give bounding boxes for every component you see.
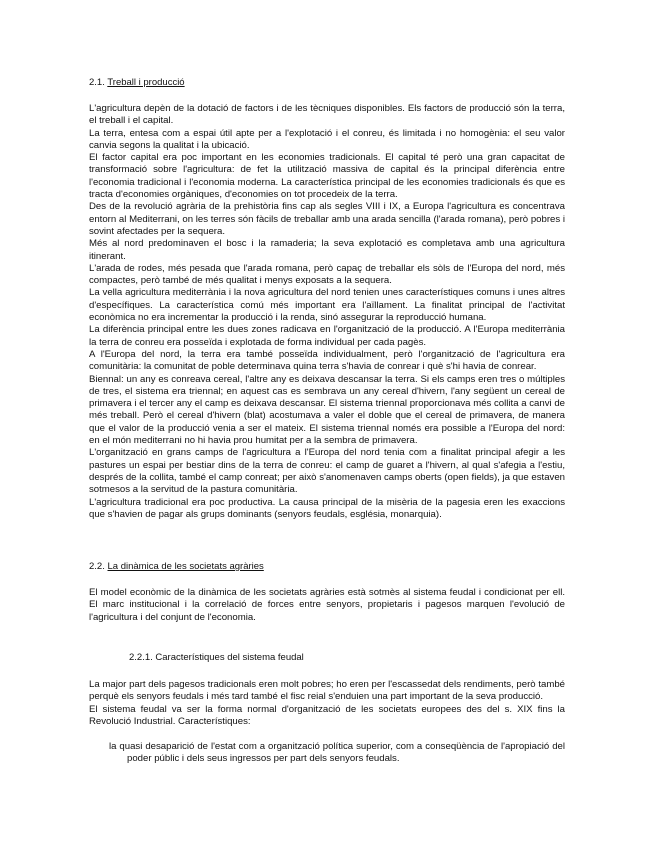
paragraph: Biennal: un any es conreava cereal, l'altre any es deixava descansar la terra. Si els camps eren tres o múltiples de tres, el sistema era triennal; en aquest cas es sembrava un any cereal d'hivern, l'any següent un cereal de primavera i el tercer any el camp es deixava descansar. El sistema triennal proporcionava més collita a canvi de més treball. Però el cereal d'hivern (blat) acostumava a valer el doble que el cereal de primavera, de manera que el valor de la producció venia a ser el mateix. El sistema triennal només era possible a l'Europa del nord: en el món mediterrani no hi havia prou humitat per a la sembra de primavera. [89, 373, 565, 447]
section-title: Treball i producció [107, 77, 185, 88]
paragraph: Des de la revolució agrària de la prehistòria fins cap als segles VIII i IX, a Europa l'agricultura es concentrava entorn al Mediterrani, on les terres són fàcils de treballar amb una arada sencilla (l'arada romana), però pobres i sovint afectades per la sequera. [89, 201, 565, 237]
section-2-1-body [89, 103, 565, 521]
section-2-1-heading [89, 77, 185, 89]
characteristics-list [109, 741, 565, 766]
section-2-2-heading [89, 561, 264, 573]
paragraph: El sistema feudal va ser la forma normal d'organització de les societats europees des del s. XIX fins la Revolució Industrial. Característiques: [89, 703, 565, 727]
paragraph: La vella agricultura mediterrània i la nova agricultura del nord tenien unes característiques comuns i unes altres d'específiques. La característica comú més important era l'aïllament. La finalitat principal de l'activitat econòmica no era incrementar la producció i la renda, sinó assegurar la reproducció humana. [89, 287, 565, 324]
section-2-2-body [89, 587, 565, 624]
paragraph: La diferència principal entre les dues zones radicava en l'organització de la producció. A l'Europa mediterrània la terra de conreu era posseïda i explotada de forma individual per cada pagès. [89, 324, 565, 348]
paragraph: L'organització en grans camps de l'agricultura a l'Europa del nord tenia com a finalitat principal afegir a les pastures un espai per bestiar dins de la terra de conreu: el camp de guaret a l'hivern, al qual s'afegia a l'estiu, després de la collita, també el camp conreat; per això s'anomenaven camps oberts (open fields), ja que estaven sotmesos a la servitud de la pastura comunitària. [89, 447, 565, 496]
section-title: 2.2.1. Característiques del sistema feudal [129, 652, 304, 663]
section-number: 2.2. [89, 561, 105, 572]
paragraph: Més al nord predominaven el bosc i la ramaderia; la seva explotació es completava amb una agricultura itinerant. [89, 238, 565, 262]
paragraph: El model econòmic de la dinàmica de les societats agràries està sotmès al sistema feudal i condicionat per ell. El marc institucional i la correlació de forces entre senyors, propietaris i pagesos marquen l'evolució de l'agricultura i del conjunt de l'economia. [89, 587, 565, 623]
section-number: 2.1. [89, 77, 105, 88]
section-2-2-1-heading [129, 652, 304, 664]
paragraph: La terra, entesa com a espai útil apte per a l'explotació i el conreu, és limitada i no homogènia: el seu valor canvia segons la qualitat i la ubicació. [89, 127, 565, 151]
paragraph: A l'Europa del nord, la terra era també posseïda individualment, però l'organització de l'agricultura era comunitària: la comunitat de poble determinava quina terra s'havia de conrear i què s'hi havia de conrear. [89, 348, 565, 373]
paragraph: L'arada de rodes, més pesada que l'arada romana, però capaç de treballar els sòls de l'Europa del nord, més compactes, però també de més qualitat i menys exposats a la sequera. [89, 262, 565, 287]
paragraph: El factor capital era poc important en les economies tradicionals. El capital té però una gran capacitat de transformació sobre l'agricultura: de fet la utilització massiva de capital és la principal diferència entre l'economia tradicional i l'economia moderna. La característica principal de les economies tradicionals és que es tracta d'economies orgàniques, d'economies on tot procedeix de la terra. [89, 152, 565, 201]
section-2-2-1-body [89, 679, 565, 728]
list-item: la quasi desaparició de l'estat com a organització política superior, com a conseqüència de l'apropiació del poder públic i dels seus ingressos per part dels senyors feudals. [109, 741, 565, 765]
section-title: La dinàmica de les societats agràries [107, 561, 264, 572]
paragraph: L'agricultura tradicional era poc productiva. La causa principal de la misèria de la pagesia eren les exaccions que s'havien de pagar als grups dominants (senyors feudals, església, monarquia). [89, 496, 565, 520]
paragraph: L'agricultura depèn de la dotació de factors i de les tècniques disponibles. Els factors de producció són la terra, el treball i el capital. [89, 103, 565, 127]
paragraph: La major part dels pagesos tradicionals eren molt pobres; ho eren per l'escassedat dels rendiments, però també perquè els senyors feudals i més tard també el fisc reial s'enduien una part important de la seva producció. [89, 679, 565, 703]
